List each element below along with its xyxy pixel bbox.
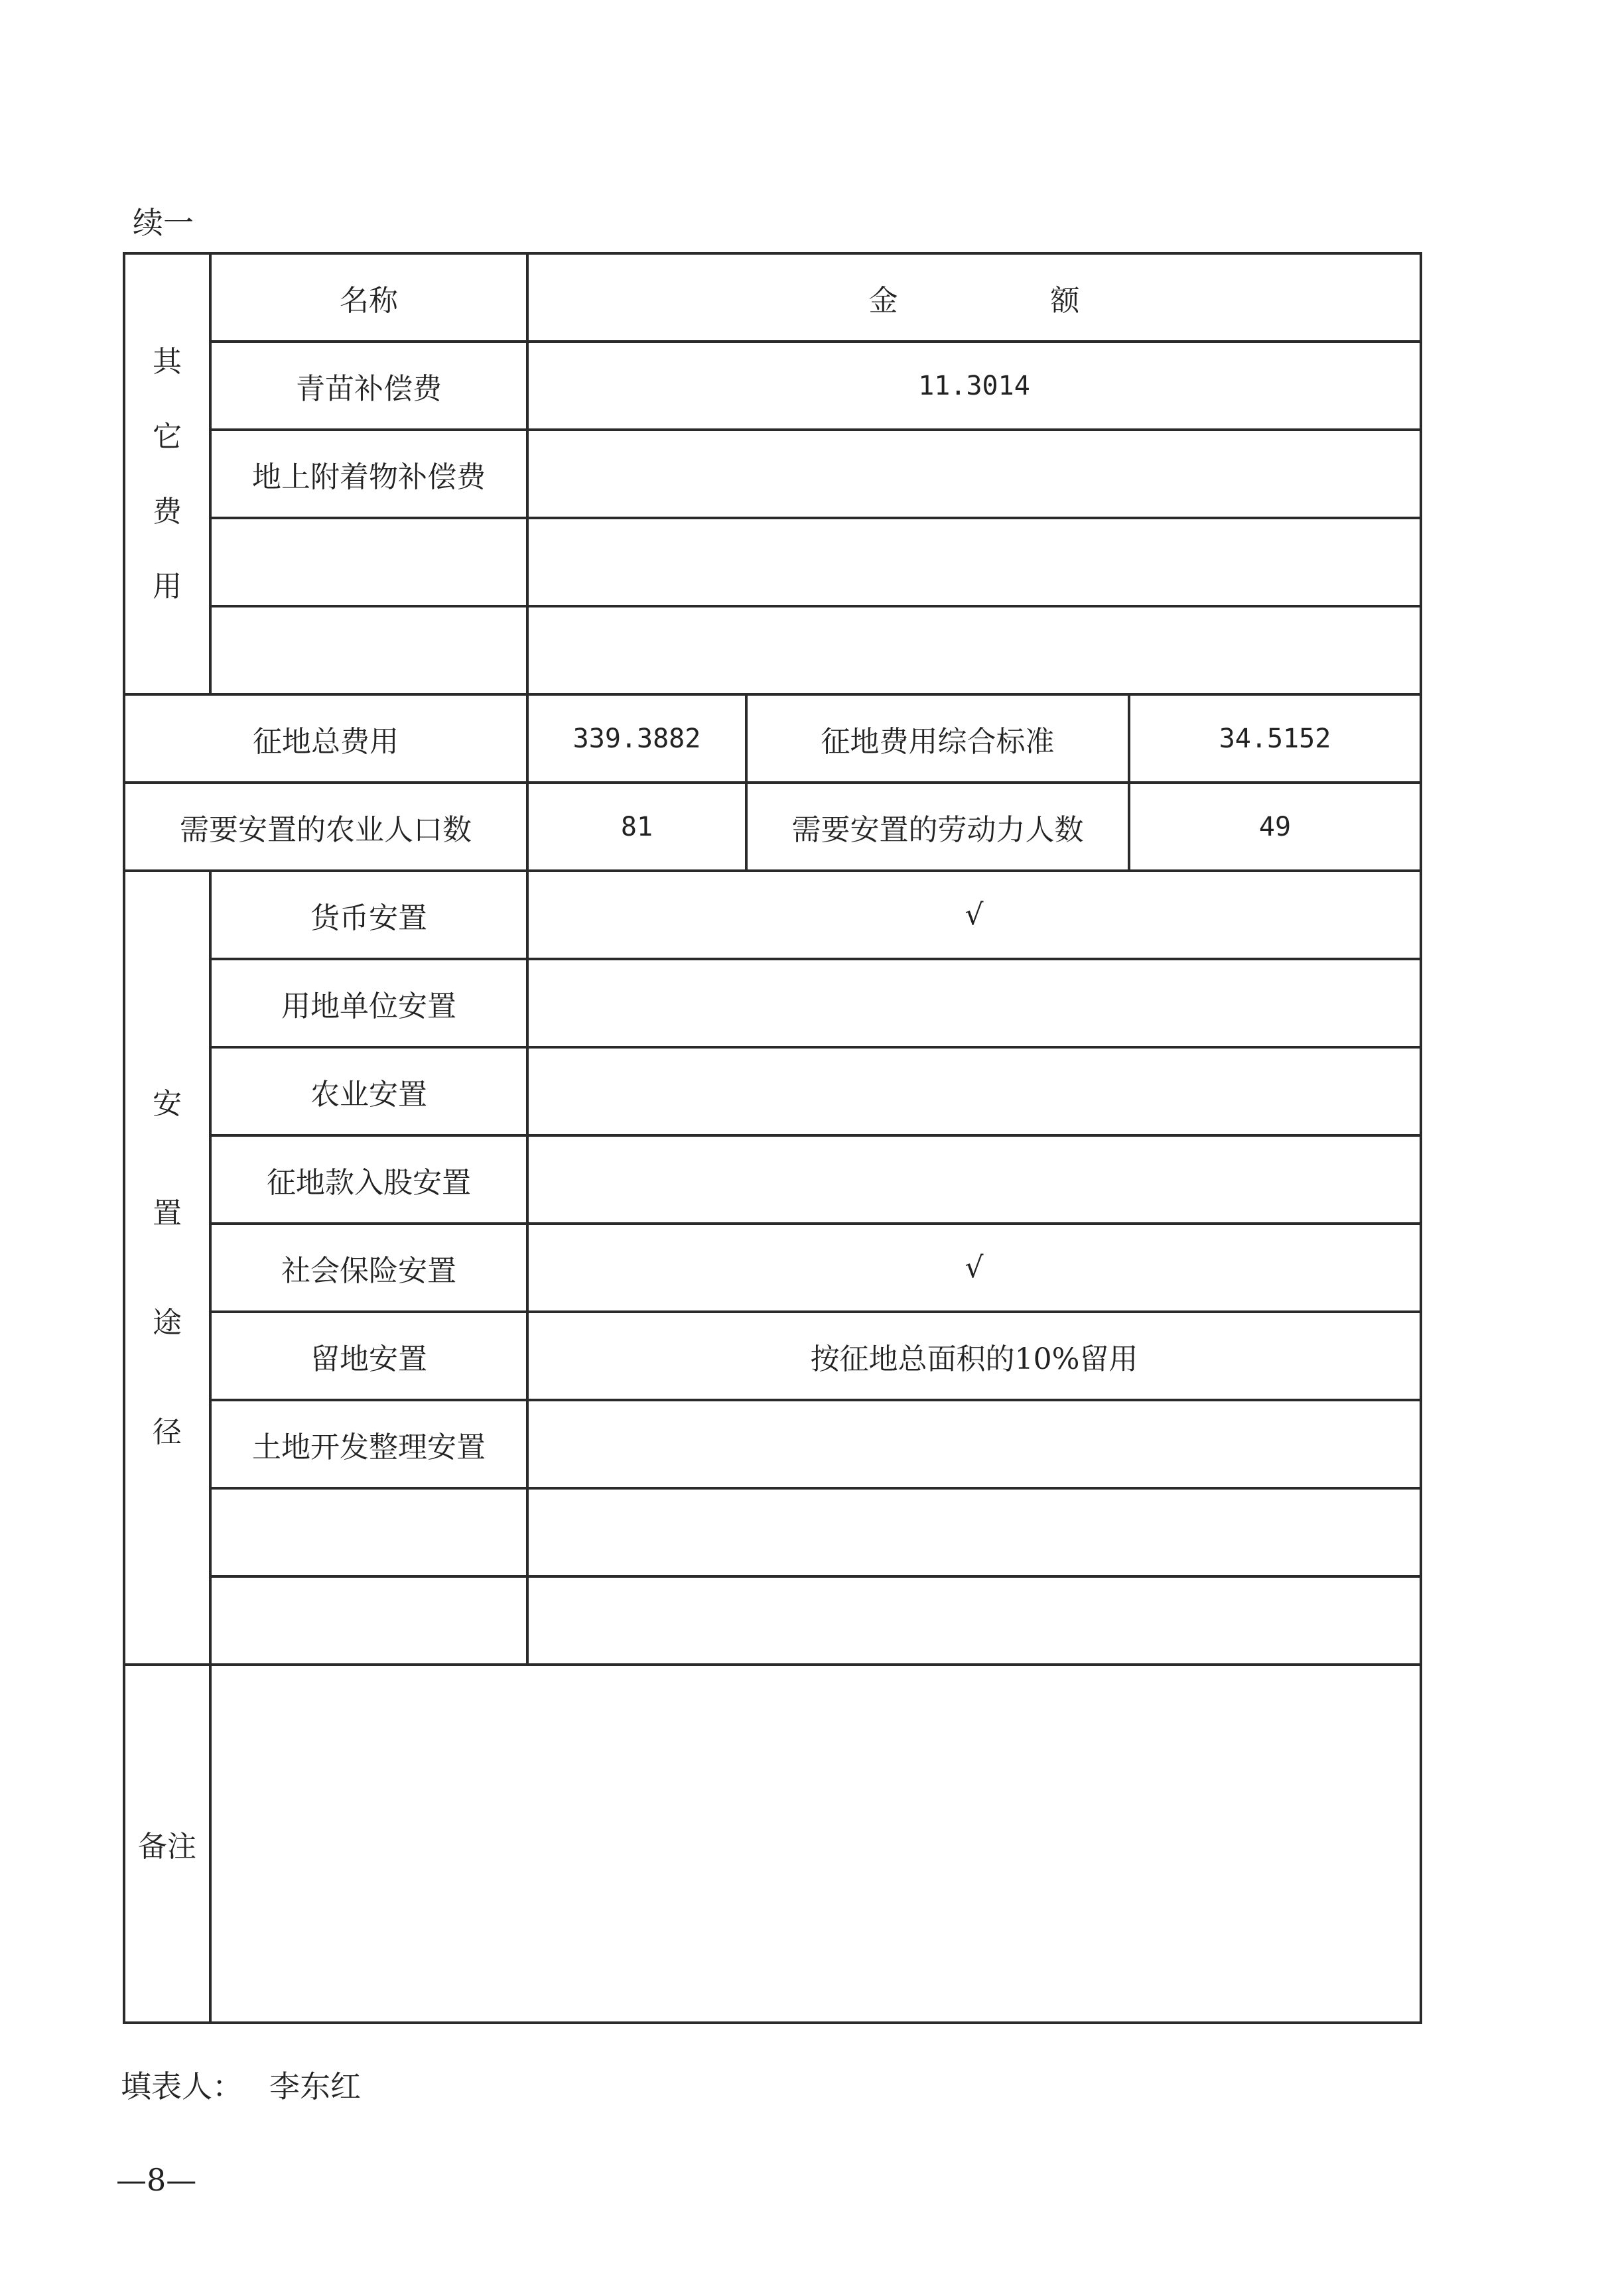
resettlement-name [210,1488,527,1576]
fee-header-row [124,253,1421,342]
resettlement-value: √ [527,871,1421,959]
resettlement-name: 用地单位安置 [210,959,527,1047]
filler-name: 李东红 [269,2069,361,2104]
resettlement-value [527,1400,1421,1488]
fee-row [124,606,1421,694]
total-fee-label: 征地总费用 [124,694,527,783]
resettlement-value [527,959,1421,1047]
resettlement-name: 货币安置 [210,871,527,959]
resettlement-value: 按征地总面积的10%留用 [527,1312,1421,1400]
resettlement-row [124,1047,1421,1135]
header-amount: 金 额 [527,253,1421,342]
resettlement-group-label: 安 置 途 径 [124,871,210,1665]
page-number: —8— [116,2162,197,2198]
resettlement-row [124,959,1421,1047]
fee-row [124,430,1421,518]
resettlement-name: 土地开发整理安置 [210,1400,527,1488]
standard-label: 征地费用综合标准 [746,694,1129,783]
resettlement-name: 留地安置 [210,1312,527,1400]
resettlement-row [124,1576,1421,1665]
resettlement-value [527,1576,1421,1665]
resettlement-value [527,1135,1421,1224]
labor-label: 需要安置的劳动力人数 [746,783,1129,871]
population-row [124,783,1421,871]
land-acquisition-fee-table [123,252,1422,2024]
fee-name: 地上附着物补偿费 [210,430,527,518]
labor-value: 49 [1129,783,1421,871]
population-value: 81 [527,783,746,871]
fee-amount [527,518,1421,606]
other-fees-group-label: 其 它 费 用 [124,253,210,694]
resettlement-row [124,1224,1421,1312]
fee-amount [527,606,1421,694]
resettlement-row [124,1312,1421,1400]
fee-amount: 11.3014 [527,342,1421,430]
resettlement-name [210,1576,527,1665]
resettlement-row [124,1488,1421,1576]
remarks-label: 备注 [124,1665,210,2023]
population-label: 需要安置的农业人口数 [124,783,527,871]
resettlement-row [124,1135,1421,1224]
fee-name [210,606,527,694]
resettlement-name: 征地款入股安置 [210,1135,527,1224]
total-fee-row [124,694,1421,783]
fee-row [124,342,1421,430]
fee-amount [527,430,1421,518]
resettlement-row [124,871,1421,959]
header-name: 名称 [210,253,527,342]
resettlement-row [124,1400,1421,1488]
resettlement-value: √ [527,1224,1421,1312]
remarks-row [124,1665,1421,2023]
remarks-value [210,1665,1421,2023]
resettlement-value [527,1047,1421,1135]
total-fee-value: 339.3882 [527,694,746,783]
fee-row [124,518,1421,606]
resettlement-name: 社会保险安置 [210,1224,527,1312]
resettlement-value [527,1488,1421,1576]
resettlement-name: 农业安置 [210,1047,527,1135]
fee-name [210,518,527,606]
fee-name: 青苗补偿费 [210,342,527,430]
form-filler [121,2063,361,2106]
filler-label: 填表人： [121,2069,243,2104]
continuation-label: 续一 [133,205,194,241]
standard-value: 34.5152 [1129,694,1421,783]
